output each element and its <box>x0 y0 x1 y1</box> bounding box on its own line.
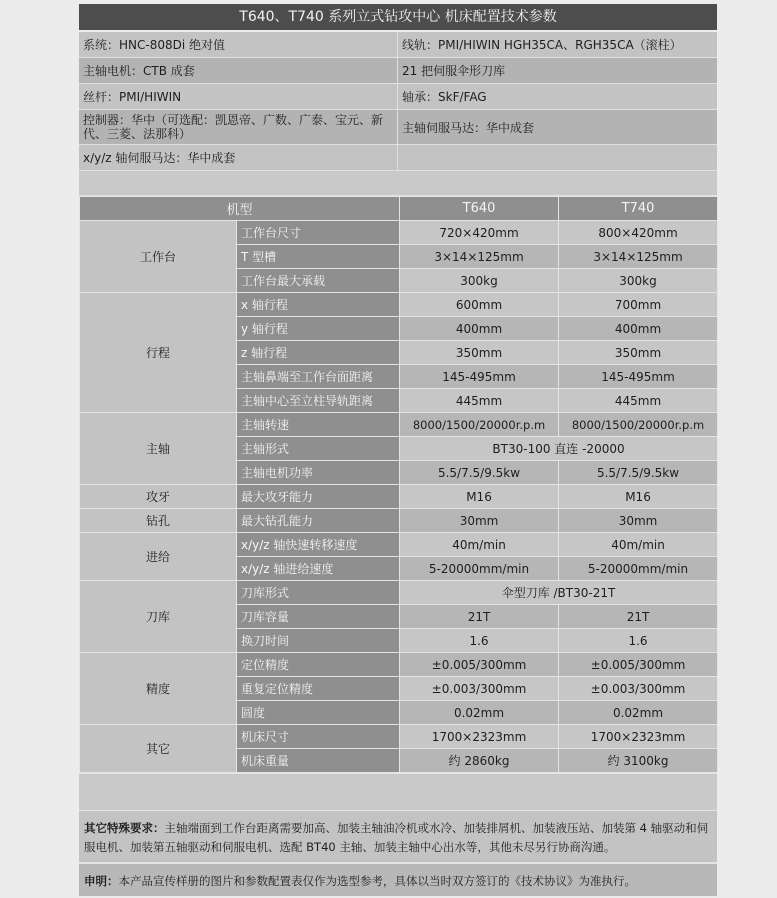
header-model: 机型 <box>80 197 400 221</box>
value-t740: 1700×2323mm <box>559 725 718 749</box>
disclaimer-text: 本产品宣传样册的图片和参数配置表仅作为选型参考，具体以当时双方签订的《技术协议》为准执行。 <box>118 874 636 888</box>
table-row <box>80 653 718 677</box>
row-label: 刀库形式 <box>237 581 400 605</box>
spindle-servo-cell: 主轴伺服马达：华中成套 <box>397 110 717 144</box>
special-requirements-label: 其它特殊要求： <box>84 821 165 835</box>
bearing-cell: 轴承：SkF/FAG <box>397 84 717 109</box>
value-t740: 700mm <box>559 293 718 317</box>
value-t640: 8000/1500/20000r.p.m <box>400 413 559 437</box>
controller-cell: 控制器：华中（可选配：凯恩帝、广数、广泰、宝元、新代、三菱、法那科） <box>79 110 397 144</box>
value-t740: 40m/min <box>559 533 718 557</box>
special-requirements <box>79 810 717 862</box>
ballscrew-cell: 丝杆：PMI/HIWIN <box>79 84 397 109</box>
row-label: 换刀时间 <box>237 629 400 653</box>
table-header-row <box>80 197 718 221</box>
row-label: 主轴形式 <box>237 437 400 461</box>
value-t740: 8000/1500/20000r.p.m <box>559 413 718 437</box>
value-t740: 约 3100kg <box>559 749 718 773</box>
info-row <box>79 145 717 171</box>
value-t740: 21T <box>559 605 718 629</box>
row-label: 工作台最大承载 <box>237 269 400 293</box>
value-t640: 300kg <box>400 269 559 293</box>
value-t640: 5-20000mm/min <box>400 557 559 581</box>
value-t640: 600mm <box>400 293 559 317</box>
row-label: 刀库容量 <box>237 605 400 629</box>
spacer-row <box>79 773 717 810</box>
value-shared: BT30-100 直连 -20000 <box>400 437 718 461</box>
spec-sheet <box>79 4 717 894</box>
value-t640: 5.5/7.5/9.5kw <box>400 461 559 485</box>
spindle-motor-cell: 主轴电机：CTB 成套 <box>79 58 397 83</box>
group-other: 其它 <box>80 725 237 773</box>
value-t640: 1.6 <box>400 629 559 653</box>
value-t640: 0.02mm <box>400 701 559 725</box>
disclaimer <box>79 862 717 896</box>
sheet-title: T640、T740 系列立式钻攻中心 机床配置技术参数 <box>79 4 717 32</box>
system-cell: 系统：HNC-808Di 绝对值 <box>79 32 397 57</box>
table-row <box>80 509 718 533</box>
table-row <box>80 533 718 557</box>
value-t740: ±0.003/300mm <box>559 677 718 701</box>
row-label: 主轴电机功率 <box>237 461 400 485</box>
info-row <box>79 110 717 145</box>
axis-servo-cell: x/y/z 轴伺服马达：华中成套 <box>79 145 397 170</box>
empty-cell <box>397 145 717 170</box>
value-t640: 445mm <box>400 389 559 413</box>
spec-table <box>79 196 718 773</box>
row-label: y 轴行程 <box>237 317 400 341</box>
group-magazine: 刀库 <box>80 581 237 653</box>
row-label: 机床尺寸 <box>237 725 400 749</box>
table-row <box>80 725 718 749</box>
value-t640: ±0.003/300mm <box>400 677 559 701</box>
value-t740: 0.02mm <box>559 701 718 725</box>
group-travel: 行程 <box>80 293 237 413</box>
row-label: x/y/z 轴快速转移速度 <box>237 533 400 557</box>
row-label: x/y/z 轴进给速度 <box>237 557 400 581</box>
value-t640: 720×420mm <box>400 221 559 245</box>
value-t640: 40m/min <box>400 533 559 557</box>
row-label: 机床重量 <box>237 749 400 773</box>
value-t740: 145-495mm <box>559 365 718 389</box>
value-t740: 300kg <box>559 269 718 293</box>
value-t740: 3×14×125mm <box>559 245 718 269</box>
value-t740: 800×420mm <box>559 221 718 245</box>
row-label: 重复定位精度 <box>237 677 400 701</box>
header-t740: T740 <box>559 197 718 221</box>
row-label: 定位精度 <box>237 653 400 677</box>
value-t640: 30mm <box>400 509 559 533</box>
value-t740: 445mm <box>559 389 718 413</box>
header-t640: T640 <box>400 197 559 221</box>
value-t740: 5-20000mm/min <box>559 557 718 581</box>
info-row <box>79 32 717 58</box>
table-row <box>80 221 718 245</box>
value-shared: 伞型刀库 /BT30-21T <box>400 581 718 605</box>
table-row <box>80 293 718 317</box>
value-t740: 350mm <box>559 341 718 365</box>
linear-rail-cell: 线轨：PMI/HIWIN HGH35CA、RGH35CA（滚柱） <box>397 32 717 57</box>
value-t740: 30mm <box>559 509 718 533</box>
table-row <box>80 413 718 437</box>
row-label: 最大钻孔能力 <box>237 509 400 533</box>
value-t640: M16 <box>400 485 559 509</box>
spacer-row <box>79 171 717 196</box>
value-t640: 400mm <box>400 317 559 341</box>
table-row <box>80 581 718 605</box>
row-label: 主轴中心至立柱导轨距离 <box>237 389 400 413</box>
value-t740: ±0.005/300mm <box>559 653 718 677</box>
info-row <box>79 84 717 110</box>
value-t740: 1.6 <box>559 629 718 653</box>
row-label: 圆度 <box>237 701 400 725</box>
value-t640: 350mm <box>400 341 559 365</box>
group-drilling: 钻孔 <box>80 509 237 533</box>
tool-magazine-cell: 21 把伺服伞形刀库 <box>397 58 717 83</box>
row-label: 工作台尺寸 <box>237 221 400 245</box>
value-t740: 400mm <box>559 317 718 341</box>
value-t640: 1700×2323mm <box>400 725 559 749</box>
value-t640: 3×14×125mm <box>400 245 559 269</box>
group-worktable: 工作台 <box>80 221 237 293</box>
value-t640: 145-495mm <box>400 365 559 389</box>
group-spindle: 主轴 <box>80 413 237 485</box>
value-t740: M16 <box>559 485 718 509</box>
row-label: x 轴行程 <box>237 293 400 317</box>
info-row <box>79 58 717 84</box>
row-label: 主轴转速 <box>237 413 400 437</box>
table-row <box>80 485 718 509</box>
value-t640: ±0.005/300mm <box>400 653 559 677</box>
group-precision: 精度 <box>80 653 237 725</box>
value-t640: 21T <box>400 605 559 629</box>
row-label: 最大攻牙能力 <box>237 485 400 509</box>
value-t740: 5.5/7.5/9.5kw <box>559 461 718 485</box>
group-tapping: 攻牙 <box>80 485 237 509</box>
special-requirements-text: 主轴端面到工作台距离需要加高、加装主轴油冷机或水冷、加装排屑机、加装液压站、加装第 4 轴驱动和伺服电机、加装第五轴驱动和伺服电机、选配 BT40 主轴、加装主轴中心出水等，其他未尽另行协商沟通。 <box>84 821 709 854</box>
disclaimer-label: 申明： <box>84 874 119 888</box>
row-label: 主轴鼻端至工作台面距离 <box>237 365 400 389</box>
group-feed: 进给 <box>80 533 237 581</box>
value-t640: 约 2860kg <box>400 749 559 773</box>
row-label: T 型槽 <box>237 245 400 269</box>
row-label: z 轴行程 <box>237 341 400 365</box>
